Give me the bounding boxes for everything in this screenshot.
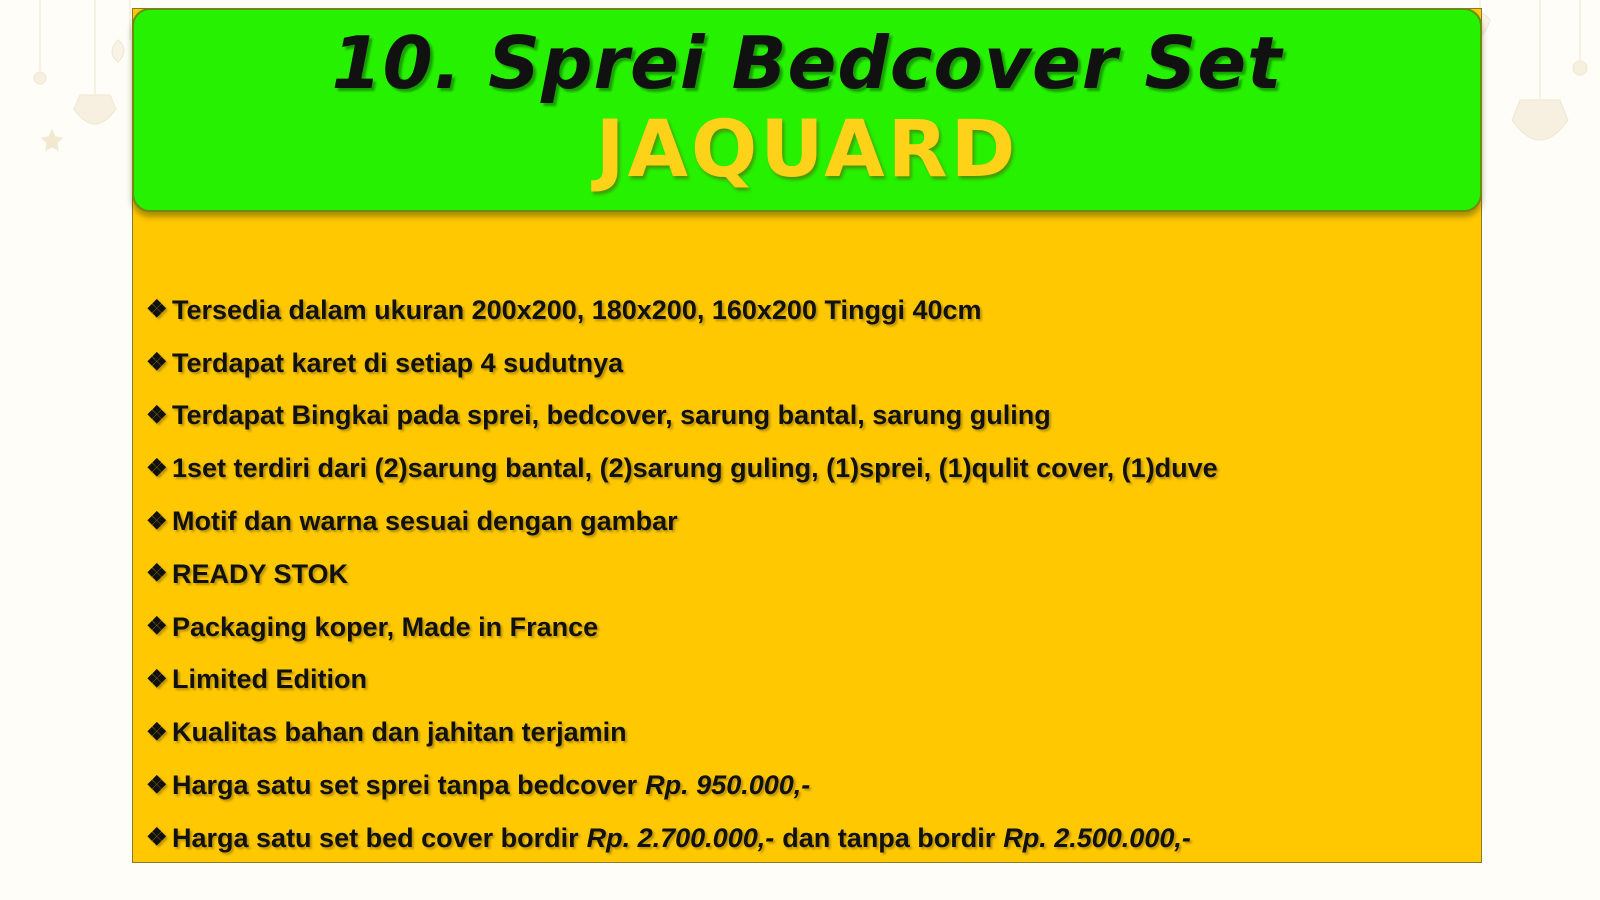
feature-text: Motif dan warna sesuai dengan gambar [172, 506, 678, 537]
list-item [146, 284, 1466, 337]
feature-text: READY STOK [172, 558, 349, 589]
list-item [146, 390, 1466, 443]
feature-text: Kualitas bahan dan jahitan terjamin [172, 717, 627, 748]
list-item [146, 495, 1466, 548]
list-item [146, 337, 1466, 390]
price-label: Harga satu set sprei tanpa bedcover [172, 770, 638, 801]
feature-text: Packaging koper, Made in France [172, 611, 599, 642]
page-subtitle: JAQUARD [595, 105, 1019, 195]
diamond-bullet-icon: ❖ [146, 507, 168, 535]
price-connector-text: dan tanpa bordir [782, 822, 996, 853]
diamond-bullet-icon: ❖ [146, 824, 168, 852]
sprei-price: Rp. 950.000,- [645, 770, 811, 801]
diamond-bullet-icon: ❖ [146, 296, 168, 324]
feature-text: Terdapat Bingkai pada sprei, bedcover, sarung bantal, sarung guling [172, 400, 1051, 431]
bedcover-bordir-price: Rp. 2.700.000,- [586, 822, 775, 853]
diamond-bullet-icon: ❖ [146, 771, 168, 799]
list-item [146, 601, 1466, 654]
price-item-bedcover [146, 812, 1466, 865]
bedcover-plain-price: Rp. 2.500.000,- [1003, 822, 1191, 853]
diamond-bullet-icon: ❖ [146, 454, 168, 482]
list-item [146, 548, 1466, 601]
feature-text: Terdapat karet di setiap 4 sudutnya [172, 347, 624, 378]
diamond-bullet-icon: ❖ [146, 349, 168, 377]
feature-list [146, 284, 1466, 865]
page-title: 10. Sprei Bedcover Set [331, 21, 1283, 105]
list-item [146, 706, 1466, 759]
price-item-sprei [146, 759, 1466, 812]
diamond-bullet-icon: ❖ [146, 613, 168, 641]
diamond-bullet-icon: ❖ [146, 560, 168, 588]
diamond-bullet-icon: ❖ [146, 718, 168, 746]
feature-text: Tersedia dalam ukuran 200x200, 180x200, 160x200 Tinggi 40cm [172, 294, 982, 325]
feature-text: Limited Edition [172, 664, 367, 695]
title-banner [132, 8, 1482, 212]
list-item [146, 654, 1466, 707]
price-label: Harga satu set bed cover bordir [172, 822, 579, 853]
diamond-bullet-icon: ❖ [146, 401, 168, 429]
diamond-bullet-icon: ❖ [146, 665, 168, 693]
feature-text: 1set terdiri dari (2)sarung bantal, (2)sarung guling, (1)sprei, (1)qulit cover, (1)duve [172, 453, 1218, 484]
list-item [146, 442, 1466, 495]
